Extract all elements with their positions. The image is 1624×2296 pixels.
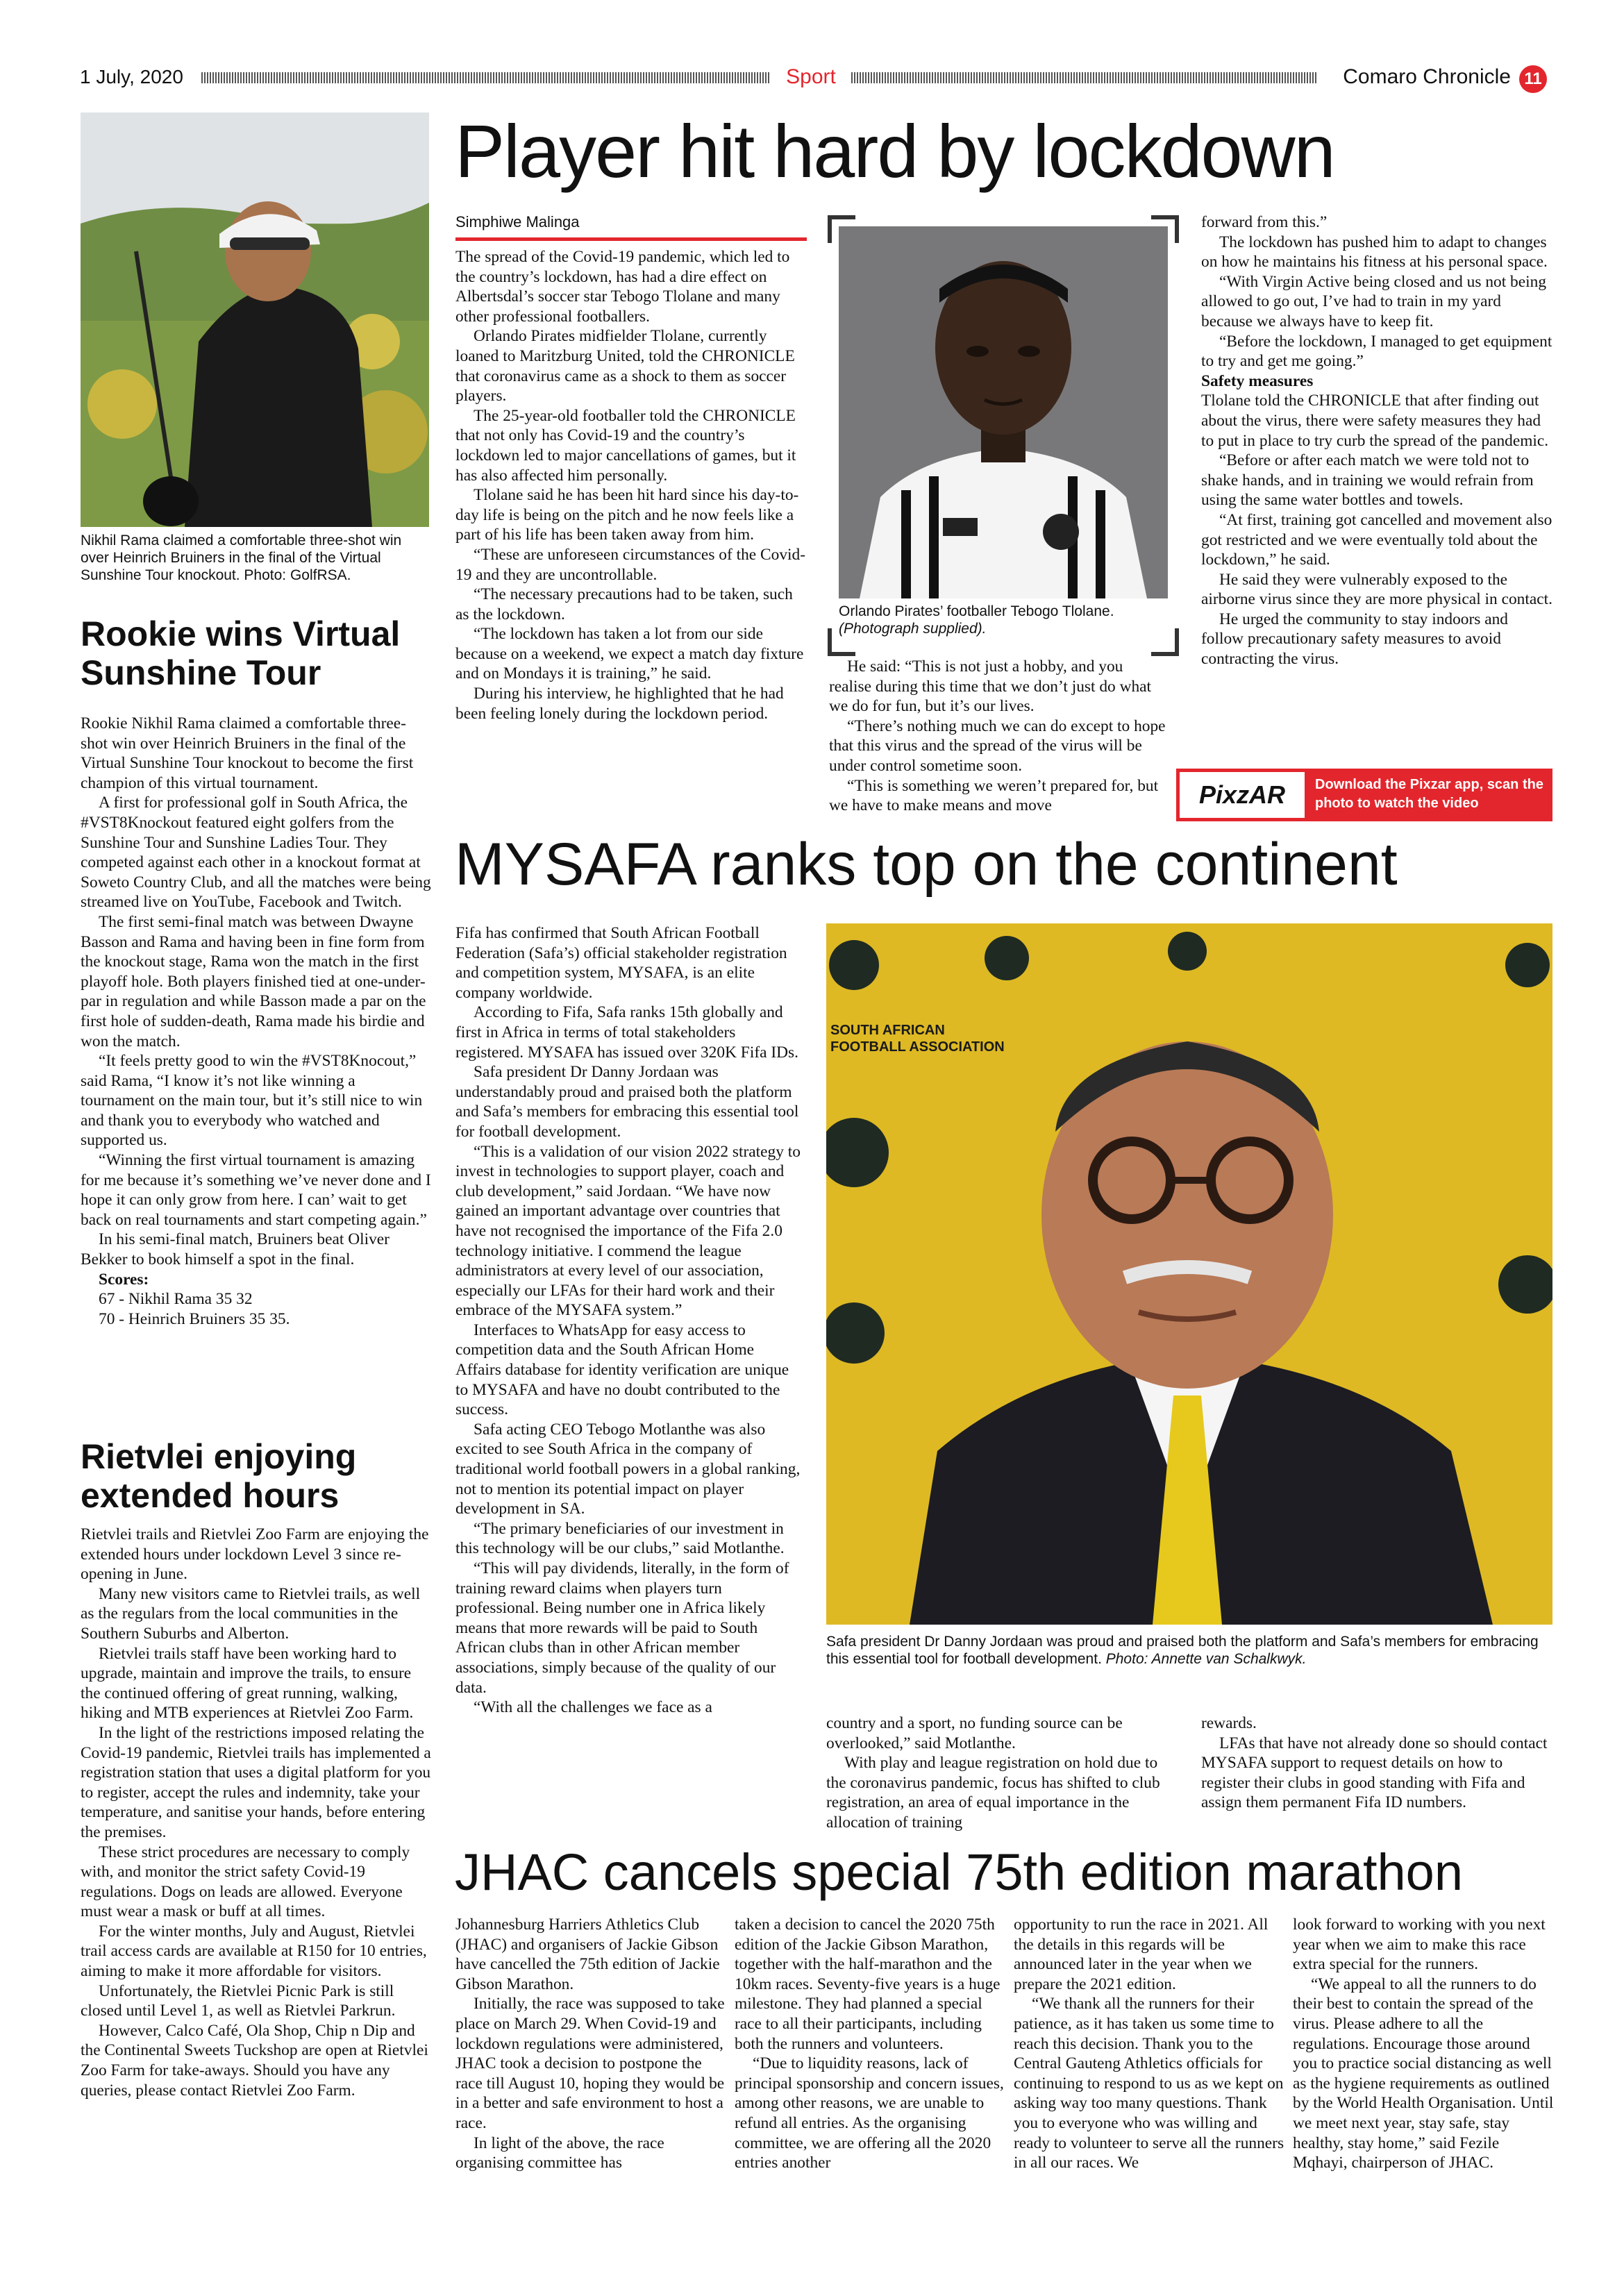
pixzar-banner[interactable] [1176,769,1552,821]
rietvlei-paragraph: Unfortunately, the Rietvlei Picnic Park is still closed until Level 1, as well as Rietvlei Parkrun. [81,1981,396,2020]
pixzar-cta: Download the Pixzar app, scan the photo to watch the video [1308,769,1552,821]
jhac-paragraph: “Due to liquidity reasons, lack of principal sponsorship and concern issues, among other reasons, we are unable to refund all entries. As the organising committee, we are offering all the 2020 entries another [735,2054,1004,2172]
rietvlei-paragraph: Rietvlei trails staff have been working hard to upgrade, maintain and improve the trails, to ensure the continued offering of great running, walking, hiking and MTB experiences at Rietvlei Zoo Farm. [81,1644,414,1723]
mysafa-paragraph: With play and league registration on hold due to the coronavirus pandemic, focus has shifted to club registration, an area of equal importance in the allocation of training [826,1754,1160,1832]
page-number-badge: 11 [1519,65,1547,93]
lockdown-paragraph: “These are unforeseen circumstances of the Covid-19 and they are uncontrollable. [455,545,806,584]
mysafa-col3 [1201,1713,1552,1813]
lockdown-byline: Simphiwe Malinga [455,213,580,231]
jhac-paragraph: taken a decision to cancel the 2020 75th edition of the Jackie Gibson Marathon, together with the half-marathon and the 10km races. Seventy-five years is a huge milestone. They had planned a special race to all their participants, including both the runners and volunteers. [735,1916,1001,2053]
mysafa-paragraph: Safa president Dr Danny Jordaan was understandably proud and praised both the platform and Safa’s members for embracing this essential tool for football development. [455,1063,799,1141]
jordaan-photo [826,923,1552,1625]
jhac-paragraph: opportunity to run the race in 2021. All the details in this regards will be announced later in the year when we prepare the 2021 edition. [1014,1916,1269,1993]
lockdown-paragraph: “Before the lockdown, I managed to get equipment to try and get me going.” [1201,332,1552,371]
rietvlei-paragraph: These strict procedures are necessary to comply with, and monitor the strict safety Covid-19 regulations. Dogs on leads are allowed. Everyone must wear a mask or buff at all times. [81,1843,410,1921]
player-photo-caption [839,603,1168,637]
mysafa-paragraph: Safa acting CEO Tebogo Motlanthe was also excited to see South Africa in the company of traditional world football powers in a global ranking, not to mention its potential impact on player development in SA. [455,1420,801,1518]
byline-rule [455,237,807,241]
rookie-article [81,714,432,1329]
golfer-photo-caption: Nikhil Rama claimed a comfortable three-shot win over Heinrich Bruiners in the final of the Virtual Sunshine Tour knockout. Photo: GolfRSA. [81,533,402,583]
jhac-paragraph: In light of the above, the race organising committee has [455,2134,664,2172]
banner-word-south-african: SOUTH AFRICAN [830,1023,945,1038]
jordaan-caption-text: Safa president Dr Danny Jordaan was proud and praised both the platform and Safa’s members for embracing this essential tool for football development. [826,1634,1539,1667]
jhac-headline: JHAC cancels special 75th edition marathon [455,1843,1463,1901]
jhac-col4 [1293,1915,1554,2173]
lockdown-paragraph: Tlolane said he has been hit hard since his day-to-day life is being on the pitch and he now feels like a part of his life has been taken away from him. [455,486,799,544]
header-date: 1 July, 2020 [80,66,183,87]
lockdown-paragraph: “This is something we weren’t prepared for, but we have to make means and move [829,776,1159,815]
jordaan-caption-credit: Photo: Annette van Schalkwyk. [1105,1651,1307,1667]
rietvlei-paragraph: However, Calco Café, Ola Shop, Chip n Dip and the Continental Sweets Tuckshop are open at Rietvlei Zoo Farm for take-aways. Should you have any queries, please contact Rietvlei Zoo Farm. [81,2021,428,2100]
mysafa-paragraph: Interfaces to WhatsApp for easy access to competition data and the South African Home Affairs database for identity verification are unique to MYSAFA and have no doubt contributed to the success. [455,1321,789,1419]
rietvlei-paragraph: In the light of the restrictions imposed relating the Covid-19 pandemic, Rietvlei trails has implemented a registration station that uses a digital platform for you to register, accept the rules and indemnity, take your temperature, and sanitise your hands, before entering the premises. [81,1723,431,1841]
jhac-paragraph: Johannesburg Harriers Athletics Club (JHAC) and organisers of Jackie Gibson have cancelled the 75th edition of Jackie Gibson Marathon. [455,1916,720,1993]
mysafa-paragraph: LFAs that have not already done so should contact MYSAFA support to request details on how to register their clubs in good standing with Fifa and assign them permanent Fifa ID numbers. [1201,1734,1548,1812]
lockdown-paragraph: The 25-year-old footballer told the CHRONICLE that not only has Covid-19 and the country’s lockdown led to major cancellations of games, but it has also affected him personally. [455,406,796,485]
rookie-paragraph: The first semi-final match was between Dwayne Basson and Rama and having been in fine form from the knockout stage, Rama won the match in the first playoff hole. Both players finished tied at one-under-par in regulation and while Basson made a par on the first hole of sudden-death, Rama made his birdie and won the match. [81,912,426,1050]
jhac-col1 [455,1915,726,2173]
rookie-paragraph: “It feels pretty good to win the #VST8Knocout,” said Rama, “I know it’s not like winning a tournament on the main tour, but it’s still nice to win and thank you to everybody who watched and supported us. [81,1052,423,1150]
jhac-paragraph: “We appeal to all the runners to do their best to contain the spread of the virus. Please adhere to all the regulations. Encourage those around you to practice social distancing as well as the hygiene requirements as outlined by the World Health Organisation. Until we meet next year, stay safe, stay healthy, stay home,” said Fezile Mqhayi, chairperson of JHAC. [1293,1975,1554,2172]
banner-word-football-association: FOOTBALL ASSOCIATION [830,1039,1005,1055]
jhac-paragraph: “We thank all the runners for their patience, as it has taken us some time to reach this decision. Thank you to the Central Gauteng Athletics officials for continuing to respond to us as we kept on asking way too many questions. Thank you to everyone who was willing and ready to volunteer to serve all the runners in all our races. We [1014,1995,1284,2172]
lockdown-paragraph: He urged the community to stay indoors and follow precautionary safety measures to avoid contracting the virus. [1201,610,1508,669]
header-section: Sport [786,65,836,88]
lockdown-headline: Player hit hard by lockdown [455,109,1334,193]
lockdown-paragraph: During his interview, he highlighted that he had been feeling lonely during the lockdown period. [455,685,784,723]
mysafa-paragraph: rewards. [1201,1714,1257,1732]
rookie-paragraph: Rookie Nikhil Rama claimed a comfortable three-shot win over Heinrich Bruiners in the final of the Virtual Sunshine Tour knockout to become the first champion of this virtual tournament. [81,714,414,792]
rookie-paragraph: A first for professional golf in South Africa, the #VST8Knockout featured eight golfers from the Sunshine Tour and Sunshine Ladies Tour. They competed against each other in a knockout format at Soweto Country Club, and all the matches were being streamed live on YouTube, Facebook and Twitch. [81,794,431,912]
lockdown-paragraph: The lockdown has pushed him to adapt to changes on how he maintains his fitness at his personal space. [1201,233,1548,271]
player-caption-text: Orlando Pirates’ footballer Tebogo Tlolane. [839,603,1114,619]
mysafa-col1 [455,923,803,1718]
jhac-col2 [735,1915,1005,2173]
mysafa-paragraph: country and a sport, no funding source can be overlooked,” said Motlanthe. [826,1714,1123,1752]
lockdown-paragraph: The spread of the Covid-19 pandemic, which led to the country’s lockdown, has had a dire effect on Albertsdal’s soccer star Tebogo Tlolane and many other professional footballers. [455,248,790,326]
rookie-headline: Rookie wins Virtual Sunshine Tour [81,614,401,692]
rookie-paragraph: In his semi-final match, Bruiners beat Oliver Bekker to book himself a spot in the final. [81,1230,390,1269]
header-hatch-left [201,72,771,83]
pixzar-logo-text: PixzAR [1198,780,1286,809]
safety-measures-subhead: Safety measures [1201,371,1314,390]
pixzar-logo [1176,769,1308,821]
rietvlei-headline: Rietvlei enjoying extended hours [81,1437,357,1515]
rietvlei-paragraph: Rietvlei trails and Rietvlei Zoo Farm are enjoying the extended hours under lockdown Level 3 since re-opening in June. [81,1525,429,1584]
lockdown-paragraph: “The lockdown has taken a lot from our side because on a weekend, we expect a match day fixture and on Mondays it is training,” he said. [455,625,804,683]
jhac-paragraph: Initially, the race was supposed to take place on March 29. When Covid-19 and lockdown regulations were administered, JHAC took a decision to postpone the race till August 10, hoping they would be in a better and safe environment to host a race. [455,1995,725,2132]
lockdown-paragraph: forward from this.” [1201,213,1328,231]
jhac-col3 [1014,1915,1284,2173]
lockdown-col2 [829,657,1166,816]
lockdown-paragraph: “Before or after each match we were told not to shake hands, and in training we would refrain from using the same water bottles and towels. [1201,451,1534,510]
lockdown-col1 [455,247,807,723]
mysafa-paragraph: “This will pay dividends, literally, in the form of training reward claims when players turn professional. Being number one in Africa likely means that more rewards will be paid to South African clubs than in other African member associations, simply because of the quality of our data. [455,1559,789,1697]
lockdown-paragraph: “At first, training got cancelled and movement also got restricted and we were eventually told about the lockdown,” he said. [1201,510,1552,569]
lockdown-paragraph: Tlolane told the CHRONICLE that after finding out about the virus, there were safety measures they had to put in place to try curb the spread of the pandemic. [1201,392,1549,450]
mysafa-paragraph: “With all the challenges we face as a [474,1698,712,1717]
jordaan-photo-caption [826,1633,1548,1668]
mysafa-paragraph: According to Fifa, Safa ranks 15th globally and first in Africa in terms of total stakeholders registered. MYSAFA has issued over 320K Fifa IDs. [455,1003,798,1062]
lockdown-paragraph: “With Virgin Active being closed and us not being allowed to go out, I’ve had to train in my yard because we always have to keep fit. [1201,272,1547,330]
jhac-paragraph: look forward to working with you next year when we aim to make this race extra special for the runners. [1293,1916,1546,1974]
score-line: 67 - Nikhil Rama 35 32 [99,1290,253,1309]
rookie-paragraph: “Winning the first virtual tournament is amazing for me because it’s something we’ve never done and I hope it can only grow from here. I can’ wait to get back on real tournaments and start competing again.” [81,1151,431,1229]
header-publication: Comaro Chronicle [1343,65,1511,88]
lockdown-paragraph: “There’s nothing much we can do except to hope that this virus and the spread of the virus will be under control sometime soon. [829,717,1166,775]
golfer-photo [81,112,429,527]
mysafa-paragraph: “This is a validation of our vision 2022 strategy to invest in technologies to support player, coach and club development,” said Jordaan. “We have now gained an important advantage over countries that have not recognised the importance of the Fifa 2.0 technology initiative. I commend the league administrators at every level of our association, especially our LFAs for their hard work and their embrace of the MYSAFA system.” [455,1142,801,1320]
lockdown-paragraph: He said: “This is not just a hobby, and you realise during this time that we don’t just do what we do for fun, but it’s our lives. [829,657,1152,716]
player-caption-credit: (Photograph supplied). [839,621,987,637]
mysafa-paragraph: Fifa has confirmed that South African Football Federation (Safa’s) official stakeholder registration and competition system, MYSAFA, is an elite company worldwide. [455,924,787,1002]
rietvlei-article [81,1525,432,2100]
lockdown-paragraph: “The necessary precautions had to be taken, such as the lockdown. [455,585,793,623]
rietvlei-paragraph: For the winter months, July and August, Rietvlei trail access cards are available at R150 for 10 entries, aiming to make it more affordable for visitors. [81,1922,427,1981]
lockdown-paragraph: He said they were vulnerably exposed to the airborne virus since they are more physical in contact. [1201,570,1552,609]
player-photo [839,226,1168,598]
mysafa-paragraph: “The primary beneficiaries of our investment in this technology will be our clubs,” said Motlanthe. [455,1519,785,1558]
mysafa-headline: MYSAFA ranks top on the continent [455,831,1398,898]
rietvlei-paragraph: Many new visitors came to Rietvlei trails, as well as the regulars from the local communities in the Southern Suburbs and Alberton. [81,1584,421,1643]
lockdown-col3 [1201,212,1552,669]
header-hatch-right [851,72,1318,83]
scores-label: Scores: [99,1270,149,1289]
lockdown-paragraph: Orlando Pirates midfielder Tlolane, currently loaned to Maritzburg United, told the CHRONICLE that coronavirus came as a shock to them as soccer players. [455,327,795,405]
score-line: 70 - Heinrich Bruiners 35 35. [99,1309,290,1328]
mysafa-col2 [826,1713,1173,1833]
